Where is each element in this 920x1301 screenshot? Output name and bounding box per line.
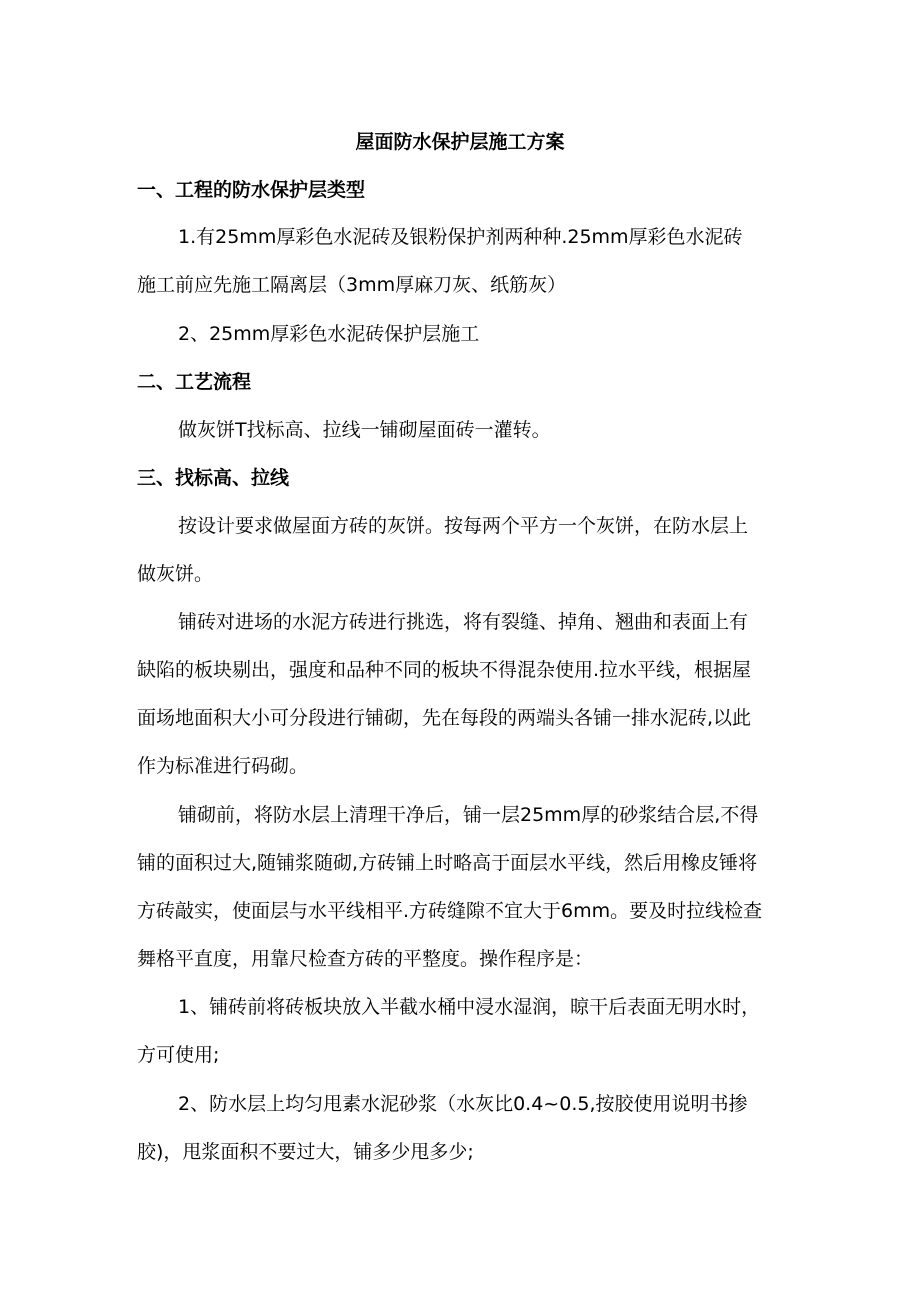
text-line: 1.有25mm厚彩色水泥砖及银粉保护剂两种种.25mm厚彩色水泥砖 [178,226,743,248]
paragraph-2-1 [137,406,787,454]
paragraph-3-5 [137,1080,787,1176]
text-line: 2、防水层上均匀甩素水泥砂浆（水灰比0.4~0.5,按胶使用说明书掺 [178,1093,748,1115]
text-line: 方可使用; [137,1044,220,1066]
text-line: 按设计要求做屋面方砖的灰饼。按每两个平方一个灰饼，在防水层上 [178,515,749,537]
section-heading-2: 二、工艺流程 [137,371,252,393]
text-line: 作为标准进行码砌。 [137,755,309,777]
section-heading-1: 一、工程的防水保护层类型 [137,179,366,201]
page-title: 屋面防水保护层施工方案 [355,131,565,153]
text-line: 方砖敲实，使面层与水平线相平.方砖缝隙不宜大于6mm。要及时拉线检查 [137,900,763,922]
paragraph-1-2 [137,310,787,358]
paragraph-3-3 [137,791,787,983]
section-heading-3: 三、找标高、拉线 [137,467,290,489]
text-line: 面场地面积大小可分段进行铺砌，先在每段的两端头各铺一排水泥砖,以此 [137,707,752,729]
text-line: 施工前应先施工隔离层（3mm厚麻刀灰、纸筋灰） [137,274,567,296]
text-line: 舞格平直度，用靠尺检查方砖的平整度。操作程序是： [137,948,594,970]
text-line: 缺陷的板块剔出，强度和品种不同的板块不得混杂使用.拉水平线，根据屋 [137,659,752,681]
paragraph-3-4 [137,983,787,1079]
text-line: 胶)，甩浆面积不要过大，铺多少甩多少; [137,1141,474,1163]
text-line: 做灰饼。 [137,563,214,585]
text-line: 铺砌前，将防水层上清理干净后，铺一层25mm厚的砂浆结合层,不得 [178,804,759,826]
text-line: 1、铺砖前将砖板块放入半截水桶中浸水湿润，晾干后表面无明水时， [178,996,761,1018]
text-line: 做灰饼T找标高、拉线一铺砌屋面砖一灌转。 [178,419,551,441]
text-line: 铺砖对进场的水泥方砖进行挑选，将有裂缝、掉角、翘曲和表面上有 [178,611,749,633]
text-line: 铺的面积过大,随铺浆随砌,方砖铺上时略高于面层水平线，然后用橡皮锤将 [137,852,758,874]
paragraph-3-2 [137,598,787,790]
text-line: 2、25mm厚彩色水泥砖保护层施工 [178,323,480,345]
paragraph-1-1 [137,213,787,309]
paragraph-3-1 [137,502,787,598]
